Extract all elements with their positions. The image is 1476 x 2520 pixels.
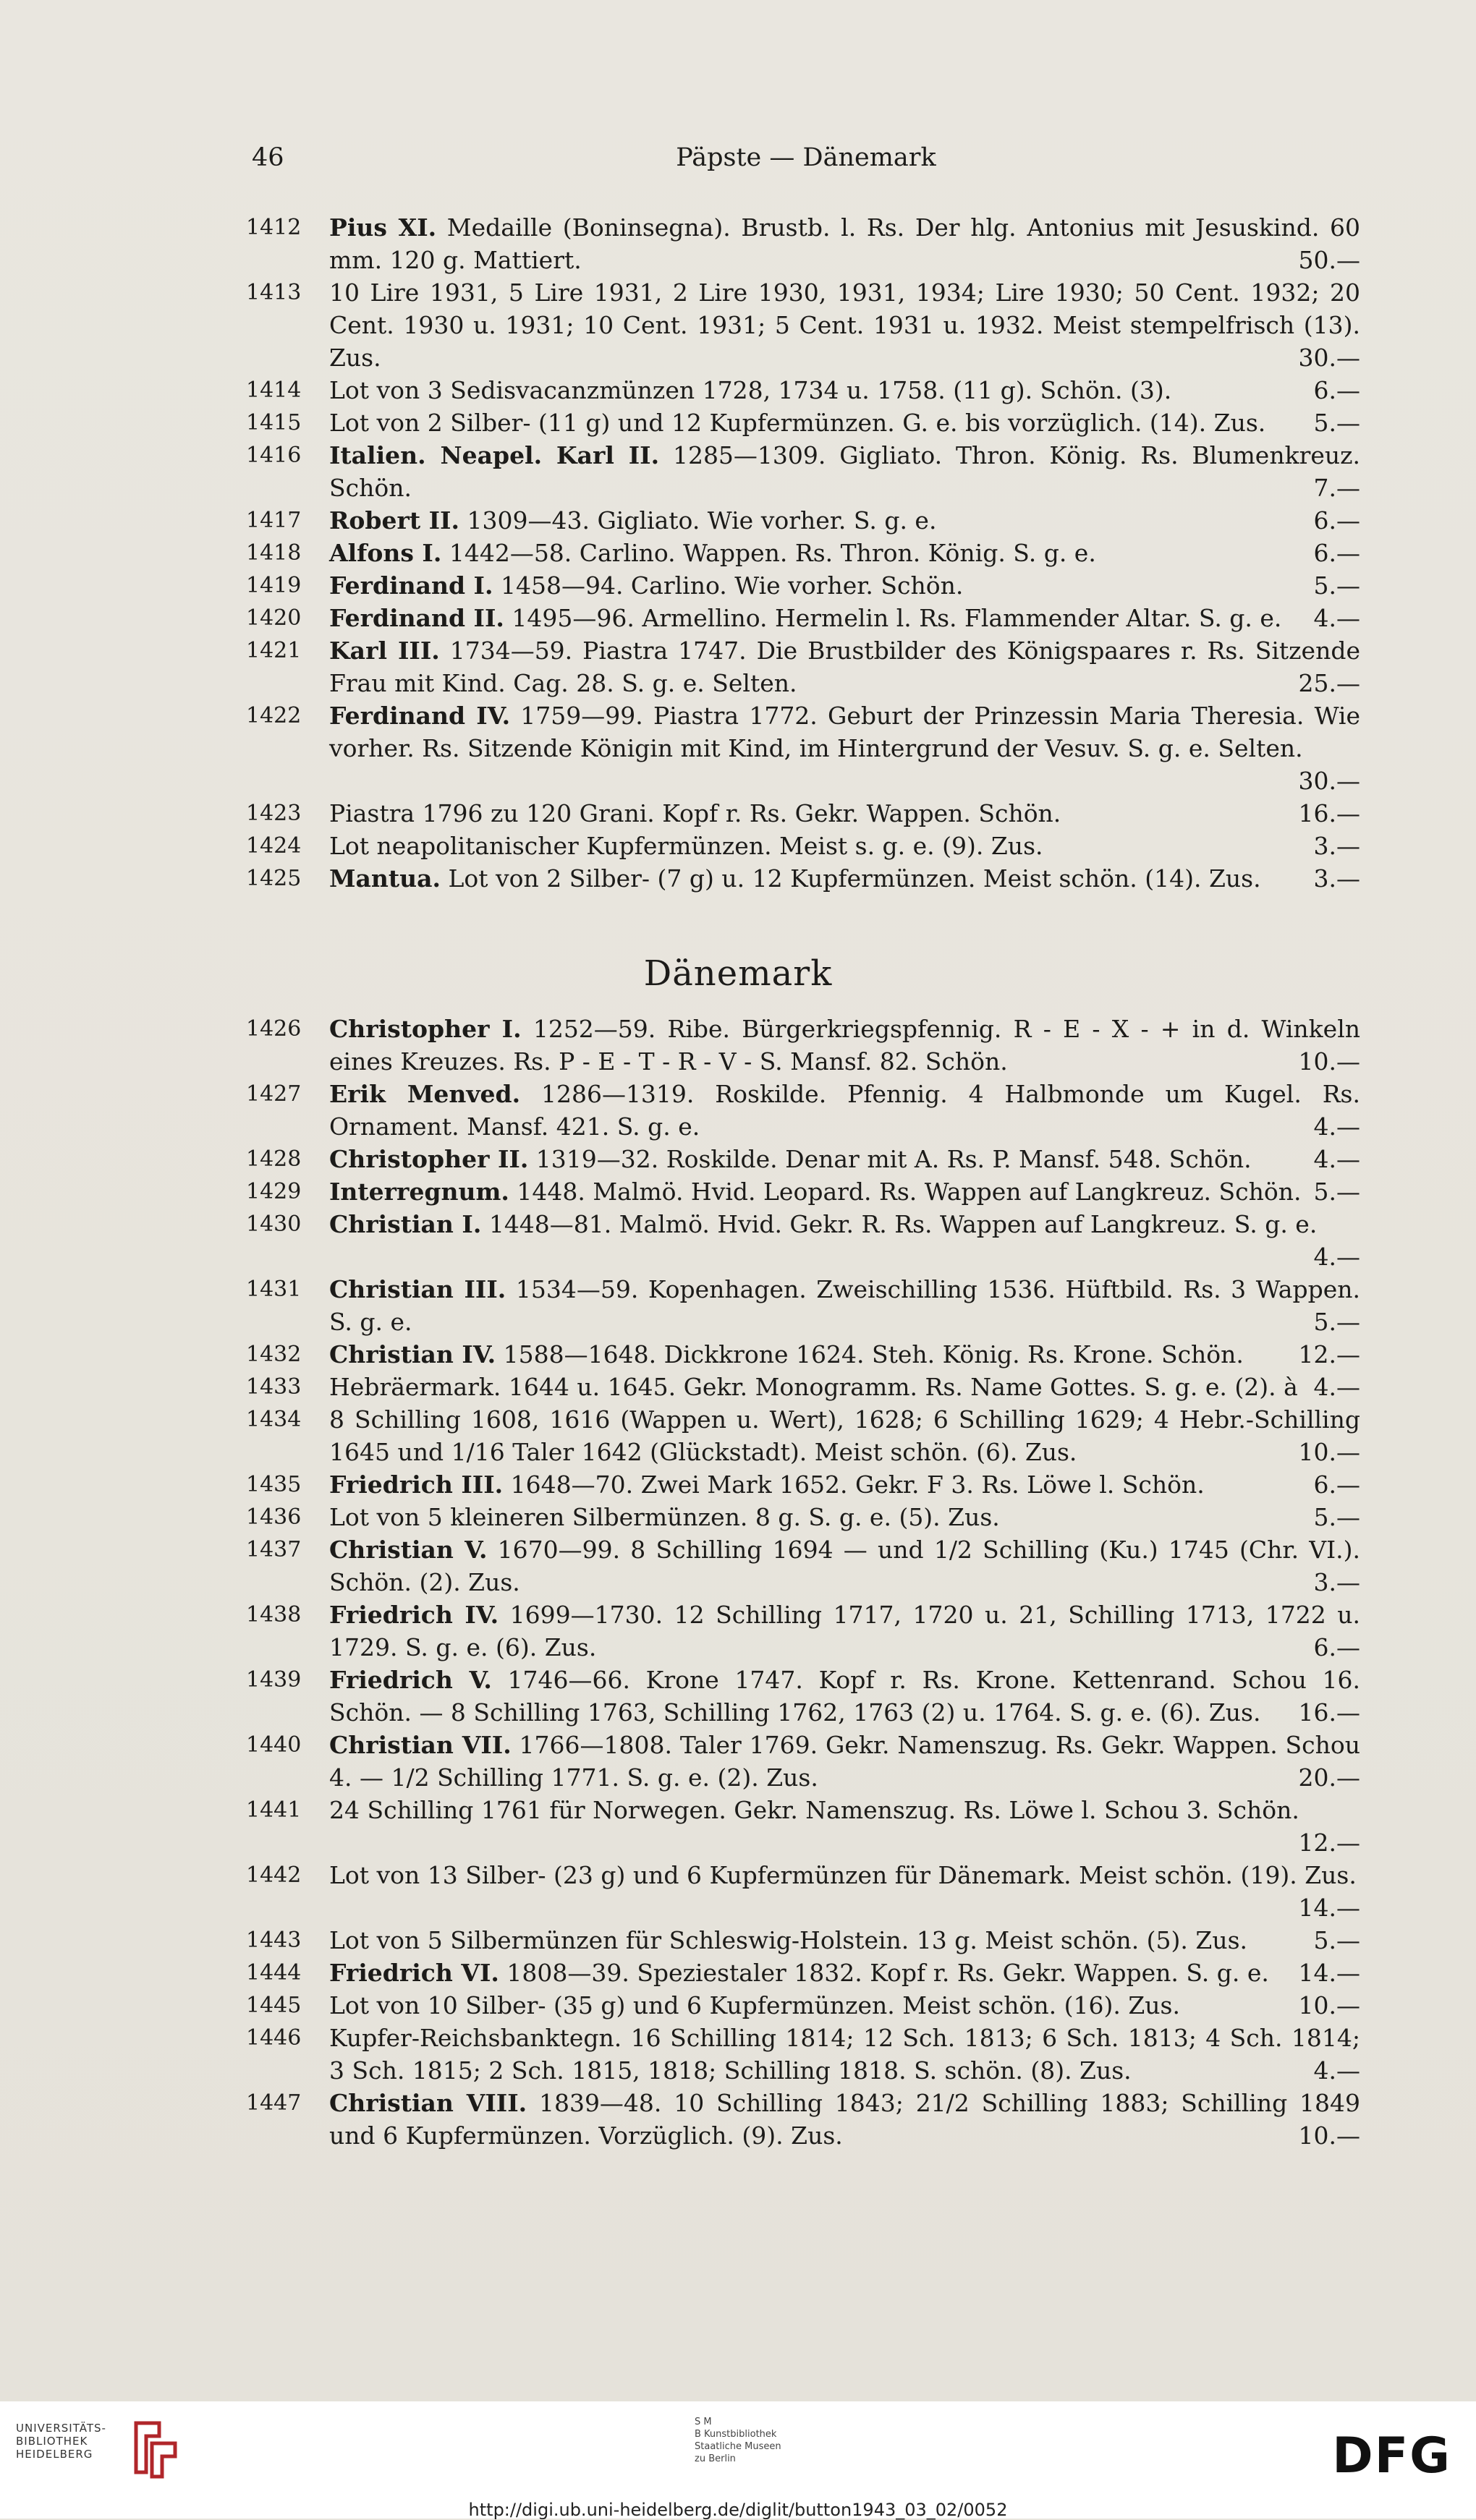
lot-entry: [246, 1371, 1360, 1403]
lot-text: 8 Schilling 1608, 1616 (Wappen u. Wert), 1628; 6 Schilling 1629; 4 Hebr.-Schilling 1645 und 1/16 Taler 1642 (Glückstadt). Meist schön. (6). Zus.: [329, 1405, 1360, 1466]
lot-entry: [246, 699, 1360, 797]
lot-description: [329, 406, 1360, 439]
lot-number: 1425: [246, 866, 302, 891]
lot-text: 1588—1648. Dickkrone 1624. Steh. König. Rs. Krone. Schön.: [496, 1340, 1244, 1368]
lot-number: 1431: [246, 1277, 302, 1302]
lot-number: 1417: [246, 508, 302, 533]
lot-description: [329, 1957, 1360, 1989]
lot-description: [329, 1468, 1360, 1501]
lot-text: 1734—59. Piastra 1747. Die Brustbilder des Königspaares r. Rs. Sitzende Frau mit Kind. Cag. 28. S. g. e. Selten.: [329, 637, 1360, 697]
lot-text: Lot von 13 Silber- (23 g) und 6 Kupfermünzen für Dänemark. Meist schön. (19). Zus.: [329, 1861, 1357, 1889]
ruler-name: Christian VII.: [329, 1731, 512, 1759]
ruler-name: Italien. Neapel. Karl II.: [329, 441, 660, 469]
lot-description: [329, 1664, 1360, 1729]
lot-description: [329, 1859, 1360, 1924]
page-number: 46: [252, 143, 284, 172]
lot-entry: [246, 537, 1360, 569]
lot-number: 1442: [246, 1863, 302, 1888]
lot-price: 30.—: [1298, 767, 1360, 795]
lot-text: 1670—99. 8 Schilling 1694 — und 1/2 Schilling (Ku.) 1745 (Chr. VI.). Schön. (2). Zus.: [329, 1536, 1360, 1596]
lot-text: Lot von 2 Silber- (7 g) u. 12 Kupfermünzen. Meist schön. (14). Zus.: [441, 864, 1261, 893]
lot-description: [329, 1013, 1360, 1078]
lot-price: 4.—: [1313, 1243, 1360, 1271]
lot-entry: [246, 1957, 1360, 1989]
lot-entry: [246, 374, 1360, 406]
lot-description: [329, 1729, 1360, 1794]
collection-credit: [695, 2416, 781, 2465]
lot-price: 4.—: [1313, 604, 1360, 632]
ruler-name: Robert II.: [329, 506, 459, 535]
lot-number: 1429: [246, 1179, 302, 1204]
lot-price: 4.—: [1313, 2056, 1360, 2085]
footer: [0, 2401, 1476, 2519]
lot-price: 20.—: [1298, 1763, 1360, 1792]
lot-price: 3.—: [1313, 832, 1360, 860]
lot-entry: [246, 1273, 1360, 1338]
lot-entry: [246, 830, 1360, 862]
lot-number: 1435: [246, 1472, 302, 1497]
lot-price: 4.—: [1313, 1145, 1360, 1173]
credit-line: B Kunstbibliothek: [695, 2429, 777, 2440]
lot-text: 1285—1309. Gigliato. Thron. König. Rs. Blumenkreuz. Schön.: [329, 441, 1360, 502]
lot-entry: [246, 602, 1360, 634]
ruler-name: Christopher II.: [329, 1145, 529, 1173]
ruler-name: Friedrich VI.: [329, 1959, 499, 1987]
lot-price: 16.—: [1298, 1698, 1360, 1727]
lot-entry: [246, 1143, 1360, 1175]
lot-price: 6.—: [1313, 506, 1360, 535]
lot-text: Kupfer-Reichsbanktegn. 16 Schilling 1814; 12 Sch. 1813; 6 Sch. 1813; 4 Sch. 1814; 3 Sch. 1815; 2 Sch. 1815, 1818; Schilling 1818. S. schön. (8). Zus.: [329, 2024, 1360, 2085]
lot-entry: [246, 634, 1360, 699]
lot-price: 50.—: [1298, 246, 1360, 274]
lot-number: 1437: [246, 1537, 302, 1562]
lot-number: 1419: [246, 573, 302, 598]
lot-description: [329, 1599, 1360, 1664]
ruler-name: Ferdinand IV.: [329, 702, 511, 730]
lot-number: 1424: [246, 833, 302, 859]
lot-number: 1436: [246, 1504, 302, 1530]
lot-description: [329, 830, 1360, 862]
lot-description: [329, 1533, 1360, 1599]
lot-price: 3.—: [1313, 864, 1360, 893]
lot-text: 1458—94. Carlino. Wie vorher. Schön.: [493, 571, 964, 600]
section-heading: Dänemark: [643, 953, 833, 994]
lot-price: 12.—: [1298, 1829, 1360, 1857]
lot-entry: [246, 1859, 1360, 1924]
ruler-name: Christian IV.: [329, 1340, 496, 1368]
entries-denmark-list: [246, 1013, 1360, 2152]
lot-text: Lot von 10 Silber- (35 g) und 6 Kupfermünzen. Meist schön. (16). Zus.: [329, 1991, 1180, 2019]
lot-price: 6.—: [1313, 1633, 1360, 1661]
lot-number: 1447: [246, 2090, 302, 2116]
lot-number: 1434: [246, 1407, 302, 1432]
university-logo-icon: [130, 2414, 181, 2479]
lot-entry: [246, 2087, 1360, 2152]
lot-text: 1286—1319. Roskilde. Pfennig. 4 Halbmonde um Kugel. Rs. Ornament. Mansf. 421. S. g. e.: [329, 1080, 1360, 1141]
lot-price: 6.—: [1313, 376, 1360, 404]
lot-text: 1808—39. Speziestaler 1832. Kopf r. Rs. Gekr. Wappen. S. g. e.: [499, 1959, 1269, 1987]
lot-number: 1412: [246, 215, 302, 240]
lot-entry: [246, 1664, 1360, 1729]
lot-entry: [246, 1599, 1360, 1664]
lot-number: 1421: [246, 638, 302, 663]
ruler-name: Alfons I.: [329, 539, 442, 567]
lot-description: [329, 1794, 1360, 1859]
lot-entry: [246, 1729, 1360, 1794]
ruler-name: Pius XI.: [329, 213, 437, 242]
lot-text: 1759—99. Piastra 1772. Geburt der Prinzessin Maria Theresia. Wie vorher. Rs. Sitzende Königin mit Kind, im Hintergrund der Vesuv. S. g. e. Selten.: [329, 702, 1360, 762]
lot-text: 1746—66. Krone 1747. Kopf r. Rs. Krone. Kettenrand. Schou 16. Schön. — 8 Schilling 1763, Schilling 1762, 1763 (2) u. 1764. S. g. e. (6). Zus.: [329, 1666, 1360, 1727]
lot-description: [329, 699, 1360, 797]
lot-price: 10.—: [1298, 1438, 1360, 1466]
credit-line: Staatliche Museen: [695, 2441, 781, 2452]
running-head: [252, 143, 1360, 179]
ruler-name: Karl III.: [329, 637, 440, 665]
lot-price: 30.—: [1298, 344, 1360, 372]
lot-entry: [246, 1175, 1360, 1208]
lot-text: 1442—58. Carlino. Wappen. Rs. Thron. König. S. g. e.: [441, 539, 1096, 567]
lot-text: 1448. Malmö. Hvid. Leopard. Rs. Wappen auf Langkreuz. Schön.: [509, 1178, 1302, 1206]
lot-number: 1430: [246, 1212, 302, 1237]
lot-price: 6.—: [1313, 1470, 1360, 1499]
lot-price: 10.—: [1298, 2121, 1360, 2150]
ruler-name: Friedrich III.: [329, 1470, 504, 1499]
lot-entry: [246, 406, 1360, 439]
lot-entry: [246, 1208, 1360, 1273]
lot-description: [329, 504, 1360, 537]
lot-description: [329, 1501, 1360, 1533]
lot-description: [329, 1273, 1360, 1338]
lot-entry: [246, 1794, 1360, 1859]
lot-description: [329, 276, 1360, 374]
lot-text: 1309—43. Gigliato. Wie vorher. S. g. e.: [459, 506, 937, 535]
running-title: Päpste — Dänemark: [676, 143, 936, 172]
lot-number: 1438: [246, 1602, 302, 1627]
lot-text: Lot von 3 Sedisvacanzmünzen 1728, 1734 u. 1758. (11 g). Schön. (3).: [329, 376, 1172, 404]
lot-number: 1445: [246, 1993, 302, 2018]
lot-entry: [246, 569, 1360, 602]
ruler-name: Ferdinand I.: [329, 571, 493, 600]
lot-description: [329, 2087, 1360, 2152]
lot-price: 16.—: [1298, 799, 1360, 827]
lot-price: 5.—: [1313, 409, 1360, 437]
lot-text: 1648—70. Zwei Mark 1652. Gekr. F 3. Rs. Löwe l. Schön.: [503, 1470, 1205, 1499]
university-line: UNIVERSITÄTS-: [16, 2422, 106, 2435]
lot-text: 1699—1730. 12 Schilling 1717, 1720 u. 21, Schilling 1713, 1722 u. 1729. S. g. e. (6). Zus.: [329, 1601, 1360, 1661]
lot-text: 1319—32. Roskilde. Denar mit A. Rs. P. Mansf. 548. Schön.: [528, 1145, 1252, 1173]
lot-entry: [246, 1013, 1360, 1078]
lot-text: 1448—81. Malmö. Hvid. Gekr. R. Rs. Wappen auf Langkreuz. S. g. e.: [481, 1210, 1318, 1238]
entries-papal-list: [246, 211, 1360, 895]
ruler-name: Christian I.: [329, 1210, 482, 1238]
lot-number: 1418: [246, 540, 302, 566]
lot-description: [329, 1143, 1360, 1175]
lot-description: [329, 211, 1360, 276]
lot-number: 1433: [246, 1374, 302, 1400]
lot-text: Lot von 5 Silbermünzen für Schleswig-Holstein. 13 g. Meist schön. (5). Zus.: [329, 1926, 1248, 1954]
lot-number: 1426: [246, 1016, 302, 1042]
lot-text: 24 Schilling 1761 für Norwegen. Gekr. Namenszug. Rs. Löwe l. Schou 3. Schön.: [329, 1796, 1299, 1824]
lot-entry: [246, 1501, 1360, 1533]
lot-number: 1413: [246, 280, 302, 305]
lot-price: 12.—: [1298, 1340, 1360, 1368]
lot-description: [329, 1989, 1360, 2022]
lot-description: [329, 439, 1360, 504]
lot-description: [329, 634, 1360, 699]
lot-number: 1432: [246, 1342, 302, 1367]
lot-description: [329, 1208, 1360, 1273]
lot-text: Medaille (Boninsegna). Brustb. l. Rs. Der hlg. Antonius mit Jesuskind. 60 mm. 120 g. Mattiert.: [329, 213, 1360, 274]
lot-description: [329, 1403, 1360, 1468]
lot-description: [329, 1175, 1360, 1208]
ruler-name: Ferdinand II.: [329, 604, 504, 632]
lot-price: 5.—: [1313, 1178, 1360, 1206]
lot-description: [329, 1371, 1360, 1403]
lot-text: 1495—96. Armellino. Hermelin l. Rs. Flammender Altar. S. g. e.: [504, 604, 1282, 632]
lot-entry: [246, 2022, 1360, 2087]
lot-number: 1420: [246, 605, 302, 631]
lot-description: [329, 1078, 1360, 1143]
university-line: HEIDELBERG: [16, 2448, 93, 2461]
lot-number: 1444: [246, 1960, 302, 1985]
lot-price: 4.—: [1313, 1112, 1360, 1141]
lot-text: Hebräermark. 1644 u. 1645. Gekr. Monogramm. Rs. Name Gottes. S. g. e. (2). à: [329, 1373, 1298, 1401]
ruler-name: Erik Menved.: [329, 1080, 521, 1108]
lot-description: [329, 1924, 1360, 1957]
lot-price: 10.—: [1298, 1047, 1360, 1076]
lot-price: 5.—: [1313, 571, 1360, 600]
lot-price: 5.—: [1313, 1503, 1360, 1531]
lot-number: 1443: [246, 1928, 302, 1953]
lot-description: [329, 2022, 1360, 2087]
ruler-name: Christian V.: [329, 1536, 488, 1564]
lot-number: 1446: [246, 2025, 302, 2051]
lot-description: [329, 537, 1360, 569]
lot-entry: [246, 211, 1360, 276]
lot-price: 5.—: [1313, 1926, 1360, 1954]
lot-price: 25.—: [1298, 669, 1360, 697]
lot-text: 1766—1808. Taler 1769. Gekr. Namenszug. Rs. Gekr. Wappen. Schou 4. — 1/2 Schilling 1771. S. g. e. (2). Zus.: [329, 1731, 1360, 1792]
lot-text: Lot neapolitanischer Kupfermünzen. Meist s. g. e. (9). Zus.: [329, 832, 1043, 860]
lot-entry: [246, 1533, 1360, 1599]
lot-price: 6.—: [1313, 539, 1360, 567]
lot-text: Lot von 2 Silber- (11 g) und 12 Kupfermünzen. G. e. bis vorzüglich. (14). Zus.: [329, 409, 1266, 437]
lot-price: 3.—: [1313, 1568, 1360, 1596]
lot-number: 1423: [246, 801, 302, 826]
lot-description: [329, 374, 1360, 406]
lot-price: 5.—: [1313, 1308, 1360, 1336]
credit-line: S M: [695, 2417, 712, 2427]
lot-text: Lot von 5 kleineren Silbermünzen. 8 g. S. g. e. (5). Zus.: [329, 1503, 1000, 1531]
permalink-url[interactable]: http://digi.ub.uni-heidelberg.de/diglit/button1943_03_02/0052: [468, 2500, 1008, 2520]
dfg-logo[interactable]: DFG: [1332, 2427, 1451, 2485]
lot-entry: [246, 1078, 1360, 1143]
ruler-name: Friedrich V.: [329, 1666, 492, 1694]
university-name[interactable]: [16, 2422, 106, 2461]
lot-description: [329, 1338, 1360, 1371]
lot-text: 10 Lire 1931, 5 Lire 1931, 2 Lire 1930, 1931, 1934; Lire 1930; 50 Cent. 1932; 20 Cent. 1930 u. 1931; 10 Cent. 1931; 5 Cent. 1931 u. 1932. Meist stempelfrisch (13). Zus.: [329, 278, 1360, 372]
lot-entry: [246, 276, 1360, 374]
lot-number: 1441: [246, 1797, 302, 1823]
lot-description: [329, 862, 1360, 895]
lot-entry: [246, 1989, 1360, 2022]
lot-price: 14.—: [1298, 1959, 1360, 1987]
lot-entry: [246, 1403, 1360, 1468]
lot-entry: [246, 1468, 1360, 1501]
lot-description: [329, 797, 1360, 830]
lot-entry: [246, 797, 1360, 830]
lot-description: [329, 569, 1360, 602]
lot-number: 1439: [246, 1667, 302, 1693]
lot-entry: [246, 862, 1360, 895]
lot-entry: [246, 504, 1360, 537]
lot-text: Piastra 1796 zu 120 Grani. Kopf r. Rs. Gekr. Wappen. Schön.: [329, 799, 1061, 827]
lot-number: 1416: [246, 443, 302, 468]
lot-number: 1428: [246, 1146, 302, 1172]
lot-text: 1252—59. Ribe. Bürgerkriegspfennig. R - E - X - + in d. Winkeln eines Kreuzes. Rs. P - E - T - R - V - S. Mansf. 82. Schön.: [329, 1015, 1360, 1076]
lot-entry: [246, 439, 1360, 504]
lot-description: [329, 602, 1360, 634]
lot-entry: [246, 1924, 1360, 1957]
lot-entry: [246, 1338, 1360, 1371]
ruler-name: Interregnum.: [329, 1178, 509, 1206]
credit-line: zu Berlin: [695, 2453, 736, 2464]
lot-price: 4.—: [1313, 1373, 1360, 1401]
ruler-name: Christian VIII.: [329, 2089, 527, 2117]
lot-price: 10.—: [1298, 1991, 1360, 2019]
lot-price: 7.—: [1313, 474, 1360, 502]
lot-number: 1440: [246, 1732, 302, 1758]
lot-text: 1534—59. Kopenhagen. Zweischilling 1536. Hüftbild. Rs. 3 Wappen. S. g. e.: [329, 1275, 1360, 1336]
ruler-name: Christopher I.: [329, 1015, 522, 1043]
ruler-name: Christian III.: [329, 1275, 506, 1303]
lot-text: 1839—48. 10 Schilling 1843; 21/2 Schilling 1883; Schilling 1849 und 6 Kupfermünzen. Vorzüglich. (9). Zus.: [329, 2089, 1360, 2150]
lot-number: 1422: [246, 703, 302, 728]
ruler-name: Mantua.: [329, 864, 441, 893]
lot-number: 1427: [246, 1081, 302, 1107]
university-line: BIBLIOTHEK: [16, 2435, 88, 2448]
lot-number: 1414: [246, 378, 302, 403]
lot-price: 14.—: [1298, 1894, 1360, 1922]
ruler-name: Friedrich IV.: [329, 1601, 499, 1629]
lot-number: 1415: [246, 410, 302, 435]
